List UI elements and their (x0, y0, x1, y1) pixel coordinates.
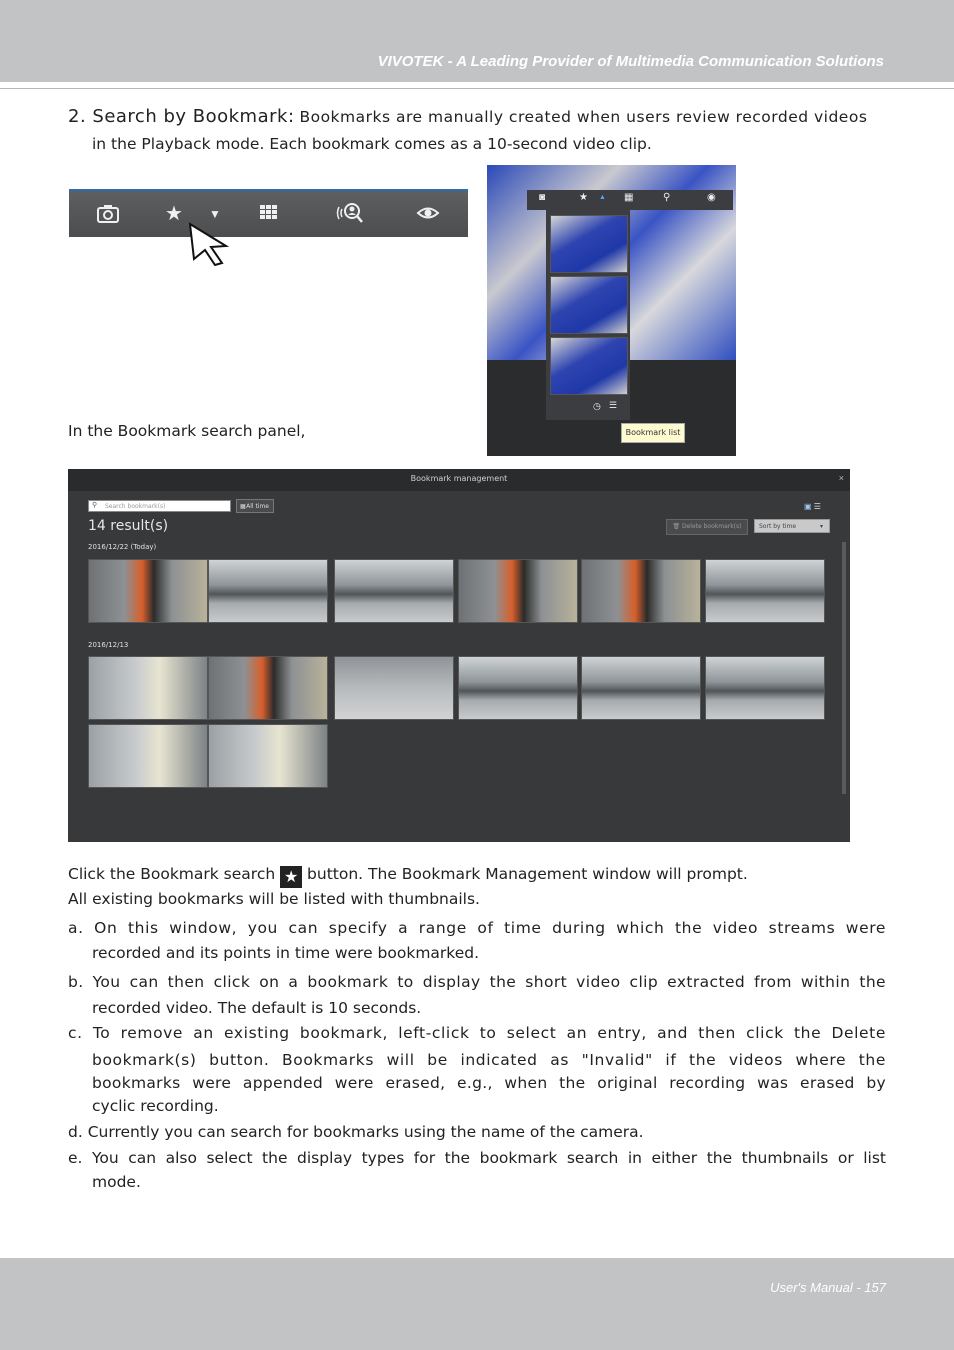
bookmark-thumbnail[interactable] (334, 656, 454, 720)
camera-icon (95, 201, 121, 227)
bookmark-list-tooltip: Bookmark list (621, 423, 685, 443)
search-person-icon (335, 201, 361, 227)
click-text-before: Click the Bookmark search (68, 865, 276, 883)
window-titlebar (68, 469, 850, 491)
caret-down-icon: ▼ (209, 207, 221, 221)
bookmark-thumbnail[interactable] (458, 656, 578, 720)
page-header (0, 0, 954, 82)
eye-icon: ◉ (707, 192, 716, 203)
grid-icon (256, 201, 282, 227)
bookmark-thumbnail[interactable] (334, 559, 454, 623)
page-footer (0, 1258, 954, 1350)
clock-icon: ◷ (593, 401, 601, 411)
camera-icon: ◙ (539, 192, 546, 203)
eye-icon (415, 201, 441, 227)
bookmark-thumbnail[interactable] (705, 656, 825, 720)
window-title: Bookmark management (410, 474, 508, 483)
intro-text: Bookmarks are manually created when users review recorded videos (299, 108, 868, 126)
grid-icon: ▦ (624, 192, 634, 203)
section-heading: 2. Search by Bookmark: (68, 106, 295, 127)
group-date: 2016/12/22 (Today) (88, 543, 157, 551)
bookmark-thumbnail[interactable] (581, 656, 701, 720)
list-item-c-line3: bookmarks were appended were erased, e.g., when the original recording was erased by (92, 1074, 886, 1092)
trash-icon: 🗑 (672, 523, 681, 530)
list-item-d-line1: d. Currently you can search for bookmarks using the name of the camera. (68, 1123, 644, 1141)
bookmark-thumbnail[interactable] (458, 559, 578, 623)
results-count: 14 result(s) (88, 518, 169, 534)
panel-caption: In the Bookmark search panel, (68, 422, 306, 440)
close-icon[interactable]: × (838, 473, 844, 483)
search-input[interactable]: Search bookmark(s) (88, 500, 231, 512)
bookmark-thumbnail (550, 337, 628, 395)
bookmark-thumbnail[interactable] (88, 724, 208, 788)
bookmark-management-window (68, 469, 850, 842)
list-item-b-line2: recorded video. The default is 10 seconds. (92, 999, 422, 1017)
star-icon: ★ (579, 192, 588, 203)
list-item-c-line2: bookmark(s) button. Bookmarks will be indicated as "Invalid" if the videos where the (92, 1051, 886, 1069)
list-item-e-line1: e. You can also select the display types for the bookmark search in either the thumbnails or list (68, 1149, 886, 1167)
time-filter-label: All time (246, 503, 269, 510)
playback-bookmark-list-image (487, 165, 736, 456)
list-item-b-line1: b. You can then click on a bookmark to display the short video clip extracted from within the (68, 973, 886, 991)
bookmark-thumbnail[interactable] (581, 559, 701, 623)
star-icon: ★ (165, 203, 183, 225)
mouse-cursor-icon (186, 222, 236, 266)
sort-label: Sort by time (759, 523, 797, 530)
bookmark-thumbnail (550, 276, 628, 334)
click-instruction (68, 865, 748, 888)
playback-toolbar-image (69, 189, 468, 237)
list-item-a-line1: a. On this window, you can specify a range of time during which the video streams were (68, 919, 886, 937)
bookmark-list-panel (546, 210, 630, 420)
existing-bookmarks-text: All existing bookmarks will be listed with thumbnails. (68, 890, 480, 908)
list-view-icon[interactable]: ☰ (813, 502, 821, 511)
search-person-icon: ⚲ (663, 192, 671, 203)
bookmark-star-icon: ★ (280, 866, 302, 888)
caret-up-icon: ▲ (599, 194, 606, 201)
click-text-after: button. The Bookmark Management window will prompt. (307, 865, 748, 883)
search-icon: ⚲ (92, 502, 98, 509)
thumbnail-view-icon[interactable]: ▣ (804, 502, 812, 511)
sort-select[interactable] (754, 519, 830, 533)
section-intro-line1 (68, 106, 886, 127)
bookmark-thumbnail (550, 215, 628, 273)
bookmark-thumbnail[interactable] (705, 559, 825, 623)
scrollbar[interactable] (842, 542, 846, 794)
section-intro-line2: in the Playback mode. Each bookmark comes as a 10-second video clip. (92, 135, 652, 153)
header-divider (0, 88, 954, 89)
bookmark-thumbnail[interactable] (88, 559, 208, 623)
playback-toolbar (527, 190, 733, 210)
list-item-e-line2: mode. (92, 1173, 141, 1191)
bookmark-thumbnail[interactable] (208, 559, 328, 623)
list-icon: ☰ (609, 400, 618, 410)
view-toggle[interactable] (804, 502, 821, 511)
list-item-c-line4: cyclic recording. (92, 1097, 219, 1115)
delete-label: Delete bookmark(s) (682, 523, 742, 530)
delete-bookmarks-button[interactable] (666, 519, 748, 535)
group-date: 2016/12/13 (88, 641, 129, 649)
list-item-c-line1: c. To remove an existing bookmark, left-click to select an entry, and then click the Delete (68, 1024, 886, 1042)
list-item-a-line2: recorded and its points in time were bookmarked. (92, 944, 480, 962)
bookmark-thumbnail[interactable] (208, 724, 328, 788)
page-number: User's Manual - 157 (770, 1280, 886, 1295)
header-title: VIVOTEK - A Leading Provider of Multimedia Communication Solutions (377, 53, 884, 70)
bookmark-thumbnail[interactable] (88, 656, 208, 720)
bookmark-thumbnail[interactable] (208, 656, 328, 720)
time-filter-button[interactable] (236, 499, 274, 513)
calendar-icon: ▦ (240, 503, 246, 510)
chevron-down-icon: ▾ (819, 523, 823, 530)
